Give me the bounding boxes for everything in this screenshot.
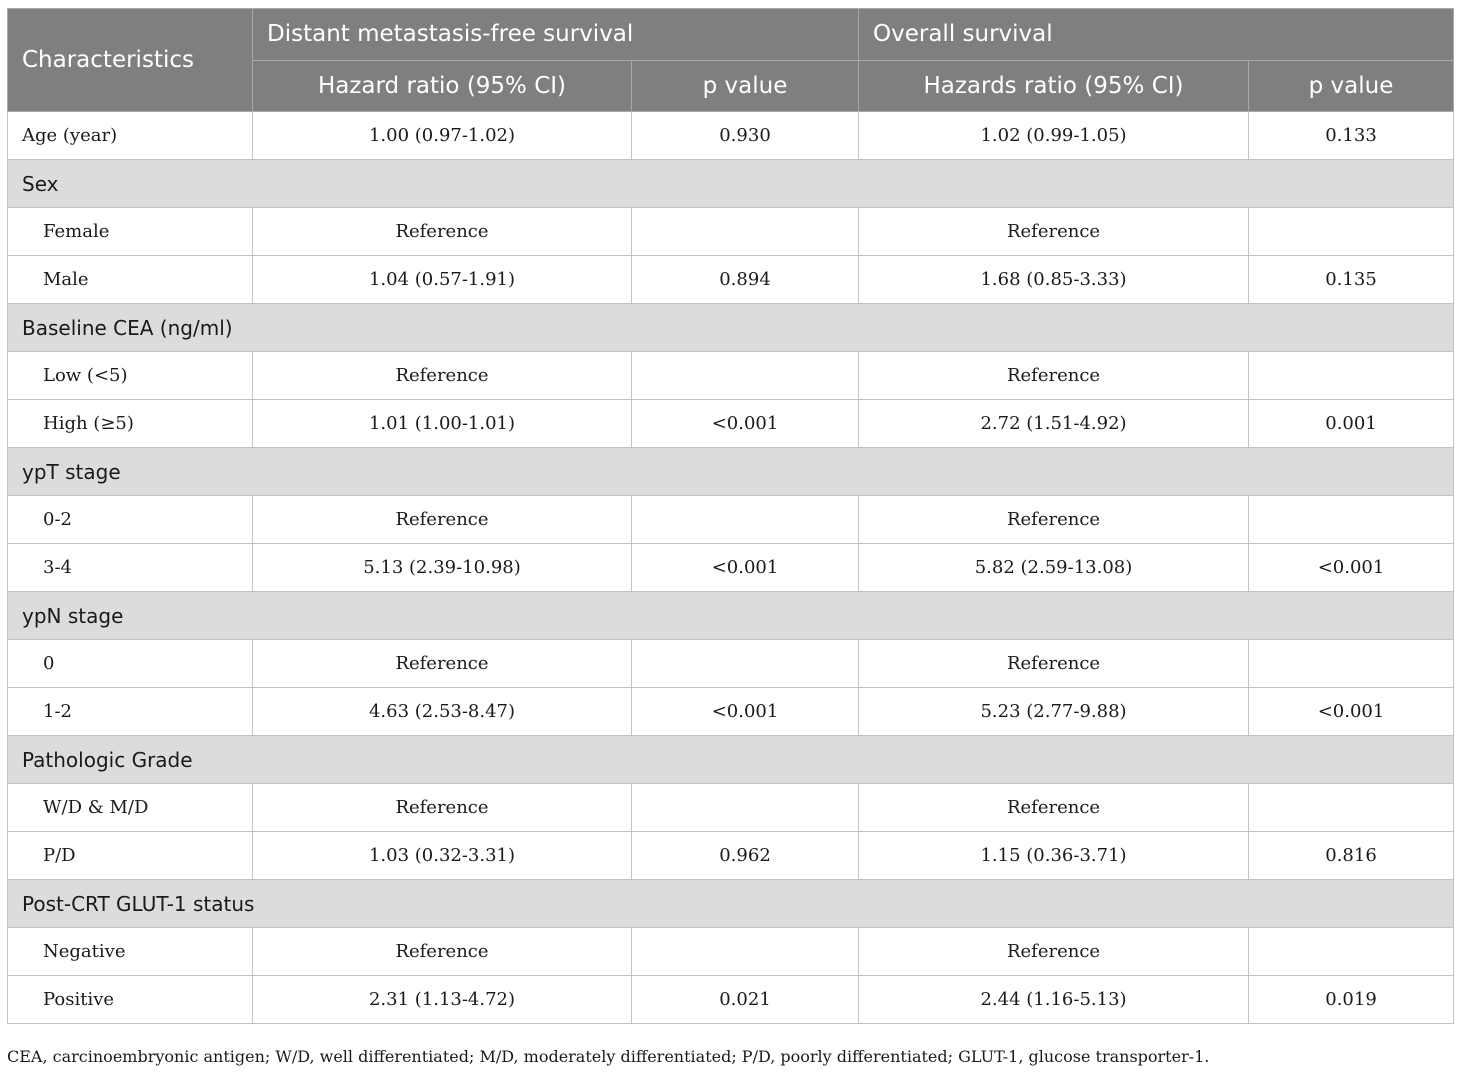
category-row — [8, 880, 1454, 928]
hr-dmfs-cell: 1.00 (0.97-1.02) — [253, 112, 632, 160]
table-row — [8, 688, 1454, 736]
hr-os-cell: 2.72 (1.51-4.92) — [859, 400, 1249, 448]
p-dmfs-cell — [632, 640, 859, 688]
p-dmfs-cell — [632, 496, 859, 544]
hr-os-cell: 5.23 (2.77-9.88) — [859, 688, 1249, 736]
hr-os-cell: Reference — [859, 640, 1249, 688]
p-os-header: p value — [1249, 60, 1454, 112]
regression-table — [7, 8, 1454, 1024]
p-os-cell: 0.019 — [1249, 976, 1454, 1024]
row-label: Female — [8, 208, 253, 256]
hr-os-cell: 5.82 (2.59-13.08) — [859, 544, 1249, 592]
table-row — [8, 208, 1454, 256]
table-row — [8, 832, 1454, 880]
hr-os-cell: Reference — [859, 928, 1249, 976]
p-os-cell: 0.816 — [1249, 832, 1454, 880]
os-header: Overall survival — [859, 9, 1454, 61]
category-row — [8, 304, 1454, 352]
hr-dmfs-cell: Reference — [253, 352, 632, 400]
row-label: P/D — [8, 832, 253, 880]
category-label: Sex — [8, 160, 1454, 208]
p-dmfs-cell: <0.001 — [632, 544, 859, 592]
p-os-cell — [1249, 496, 1454, 544]
p-os-cell — [1249, 928, 1454, 976]
hr-dmfs-header: Hazard ratio (95% CI) — [253, 60, 632, 112]
row-label: Positive — [8, 976, 253, 1024]
category-row — [8, 448, 1454, 496]
hr-dmfs-cell: Reference — [253, 784, 632, 832]
table-row — [8, 496, 1454, 544]
hr-dmfs-cell: 1.03 (0.32-3.31) — [253, 832, 632, 880]
hr-os-cell: Reference — [859, 496, 1249, 544]
p-os-cell: 0.135 — [1249, 256, 1454, 304]
p-os-cell: <0.001 — [1249, 544, 1454, 592]
p-os-cell — [1249, 784, 1454, 832]
p-os-cell — [1249, 640, 1454, 688]
table-row — [8, 928, 1454, 976]
hr-dmfs-cell: 1.01 (1.00-1.01) — [253, 400, 632, 448]
p-dmfs-cell: 0.021 — [632, 976, 859, 1024]
table-row — [8, 976, 1454, 1024]
category-row — [8, 160, 1454, 208]
hr-dmfs-cell: Reference — [253, 496, 632, 544]
table-row — [8, 544, 1454, 592]
category-row — [8, 592, 1454, 640]
category-label: Post-CRT GLUT-1 status — [8, 880, 1454, 928]
hr-dmfs-cell: 1.04 (0.57-1.91) — [253, 256, 632, 304]
row-label: Age (year) — [8, 112, 253, 160]
category-label: ypN stage — [8, 592, 1454, 640]
p-dmfs-cell: <0.001 — [632, 400, 859, 448]
row-label: 1-2 — [8, 688, 253, 736]
row-label: 0-2 — [8, 496, 253, 544]
p-os-cell: 0.133 — [1249, 112, 1454, 160]
hr-dmfs-cell: 2.31 (1.13-4.72) — [253, 976, 632, 1024]
header-row-1 — [8, 9, 1454, 61]
hr-os-cell: Reference — [859, 352, 1249, 400]
category-row — [8, 736, 1454, 784]
p-dmfs-header: p value — [632, 60, 859, 112]
hr-os-cell: 1.68 (0.85-3.33) — [859, 256, 1249, 304]
p-os-cell — [1249, 208, 1454, 256]
table-row — [8, 640, 1454, 688]
table-row — [8, 400, 1454, 448]
row-label: W/D & M/D — [8, 784, 253, 832]
row-label: 3-4 — [8, 544, 253, 592]
table-footnote: CEA, carcinoembryonic antigen; W/D, well differentiated; M/D, moderately differentiated; P/D, poorly differentiated; GLUT-1, glucose transporter-1. — [7, 1047, 1210, 1066]
table-row — [8, 352, 1454, 400]
p-dmfs-cell — [632, 352, 859, 400]
hr-os-cell: 1.15 (0.36-3.71) — [859, 832, 1249, 880]
hr-dmfs-cell: 5.13 (2.39-10.98) — [253, 544, 632, 592]
category-label: ypT stage — [8, 448, 1454, 496]
table-row — [8, 784, 1454, 832]
dmfs-header: Distant metastasis-free survival — [253, 9, 859, 61]
p-os-cell: 0.001 — [1249, 400, 1454, 448]
p-dmfs-cell — [632, 784, 859, 832]
hr-os-header: Hazards ratio (95% CI) — [859, 60, 1249, 112]
table-row — [8, 256, 1454, 304]
p-dmfs-cell — [632, 928, 859, 976]
p-dmfs-cell: <0.001 — [632, 688, 859, 736]
hr-os-cell: 2.44 (1.16-5.13) — [859, 976, 1249, 1024]
hr-os-cell: Reference — [859, 208, 1249, 256]
row-label: Low (<5) — [8, 352, 253, 400]
p-os-cell — [1249, 352, 1454, 400]
table-row — [8, 112, 1454, 160]
category-label: Baseline CEA (ng/ml) — [8, 304, 1454, 352]
hr-dmfs-cell: Reference — [253, 928, 632, 976]
p-os-cell: <0.001 — [1249, 688, 1454, 736]
hr-os-cell: Reference — [859, 784, 1249, 832]
characteristics-header: Characteristics — [8, 9, 253, 112]
hr-os-cell: 1.02 (0.99-1.05) — [859, 112, 1249, 160]
row-label: 0 — [8, 640, 253, 688]
hr-dmfs-cell: 4.63 (2.53-8.47) — [253, 688, 632, 736]
row-label: Male — [8, 256, 253, 304]
p-dmfs-cell — [632, 208, 859, 256]
hr-dmfs-cell: Reference — [253, 640, 632, 688]
category-label: Pathologic Grade — [8, 736, 1454, 784]
hr-dmfs-cell: Reference — [253, 208, 632, 256]
p-dmfs-cell: 0.930 — [632, 112, 859, 160]
row-label: High (≥5) — [8, 400, 253, 448]
p-dmfs-cell: 0.962 — [632, 832, 859, 880]
p-dmfs-cell: 0.894 — [632, 256, 859, 304]
row-label: Negative — [8, 928, 253, 976]
